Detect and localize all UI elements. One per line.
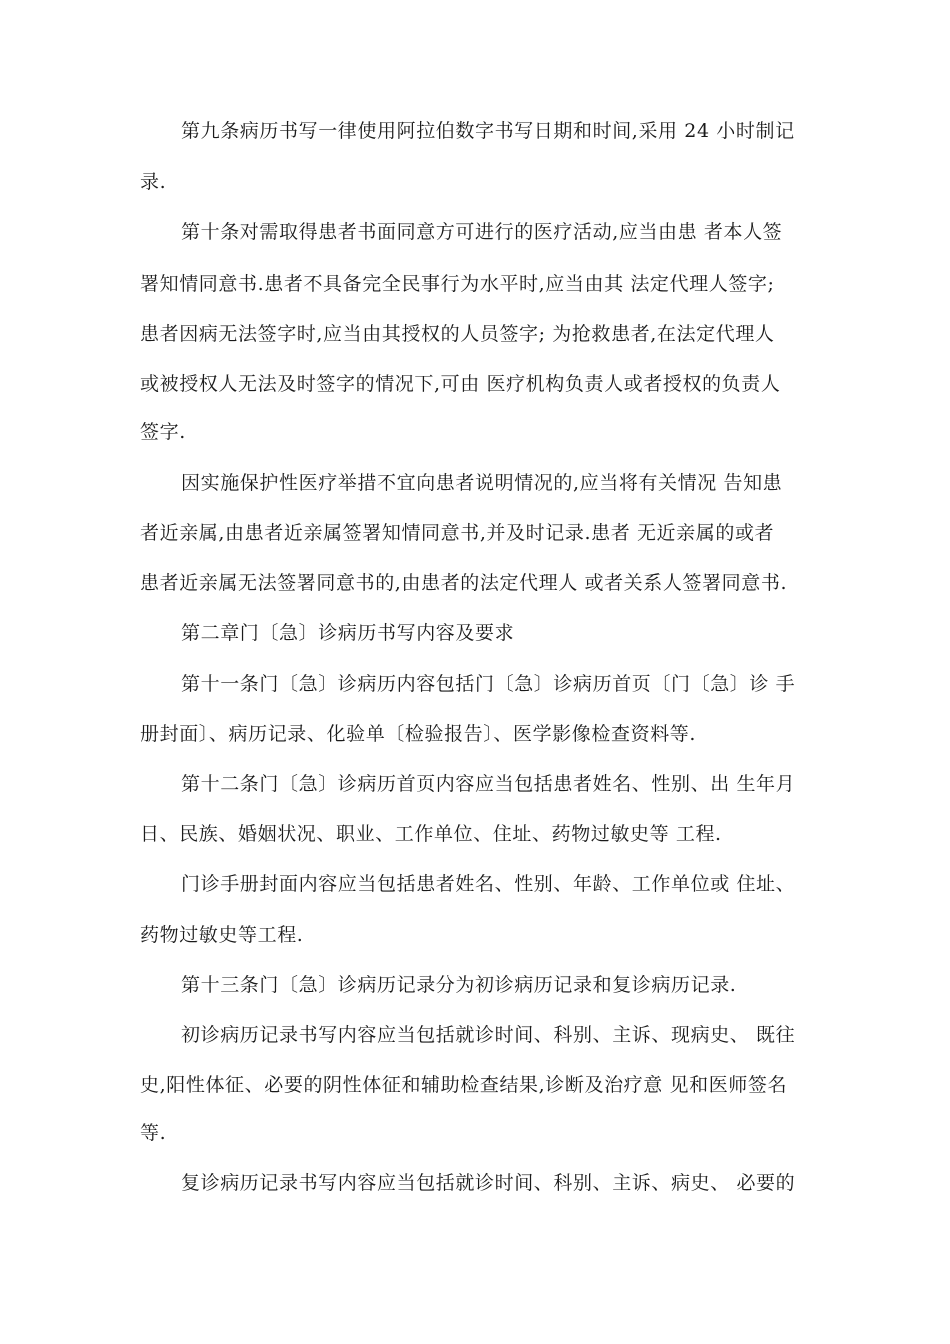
paragraph-article-10-line-5: 签字. (140, 421, 186, 443)
paragraph-cover-line-2: 药物过敏史等工程. (140, 924, 304, 946)
paragraph-article-11-line-1: 第十一条门〔急〕诊病历内容包括门〔急〕诊病历首页〔门〔急〕诊 手 (181, 673, 796, 695)
paragraph-article-10-line-1: 第十条对需取得患者书面同意方可进行的医疗活动,应当由患 者本人签 (181, 221, 783, 243)
paragraph-article-12-line-1: 第十二条门〔急〕诊病历首页内容应当包括患者姓名、性别、出 生年月 (181, 773, 796, 795)
paragraph-protective-line-3: 患者近亲属无法签署同意书的,由患者的法定代理人 或者关系人签署同意书. (140, 572, 788, 594)
paragraph-initial-record-line-2: 史,阳性体征、必要的阴性体征和辅助检查结果,诊断及治疗意 见和医师签名 (140, 1074, 788, 1096)
paragraph-article-10-line-3: 患者因病无法签字时,应当由其授权的人员签字; 为抢救患者,在法定代理人 (140, 323, 775, 345)
paragraph-initial-record-line-3: 等. (140, 1122, 167, 1144)
paragraph-article-10-line-2: 署知情同意书.患者不具备完全民事行为水平时,应当由其 法定代理人签字; (140, 273, 775, 295)
paragraph-initial-record-line-1: 初诊病历记录书写内容应当包括就诊时间、科别、主诉、现病史、 既往 (181, 1024, 796, 1046)
paragraph-followup-record-line-1: 复诊病历记录书写内容应当包括就诊时间、科别、主诉、病史、 必要的 (181, 1172, 796, 1194)
chapter-2-heading: 第二章门〔急〕诊病历书写内容及要求 (181, 622, 515, 644)
paragraph-protective-line-2: 者近亲属,由患者近亲属签署知情同意书,并及时记录.患者 无近亲属的或者 (140, 522, 775, 544)
paragraph-article-9-line-2: 录. (140, 171, 167, 193)
paragraph-protective-line-1: 因实施保护性医疗举措不宜向患者说明情况的,应当将有关情况 告知患 (181, 472, 783, 494)
paragraph-article-10-line-4: 或被授权人无法及时签字的情况下,可由 医疗机构负责人或者授权的负责人 (140, 373, 781, 395)
paragraph-article-9-line-1: 第九条病历书写一律使用阿拉伯数字书写日期和时间,采用 24 小时制记 (181, 120, 795, 142)
paragraph-article-11-line-2: 册封面〕、病历记录、化验单〔检验报告〕、医学影像检查资料等. (140, 723, 697, 745)
paragraph-article-13: 第十三条门〔急〕诊病历记录分为初诊病历记录和复诊病历记录. (181, 974, 737, 996)
paragraph-article-12-line-2: 日、民族、婚姻状况、职业、工作单位、住址、药物过敏史等 工程. (140, 823, 722, 845)
paragraph-cover-line-1: 门诊手册封面内容应当包括患者姓名、性别、年龄、工作单位或 住址、 (181, 873, 796, 895)
